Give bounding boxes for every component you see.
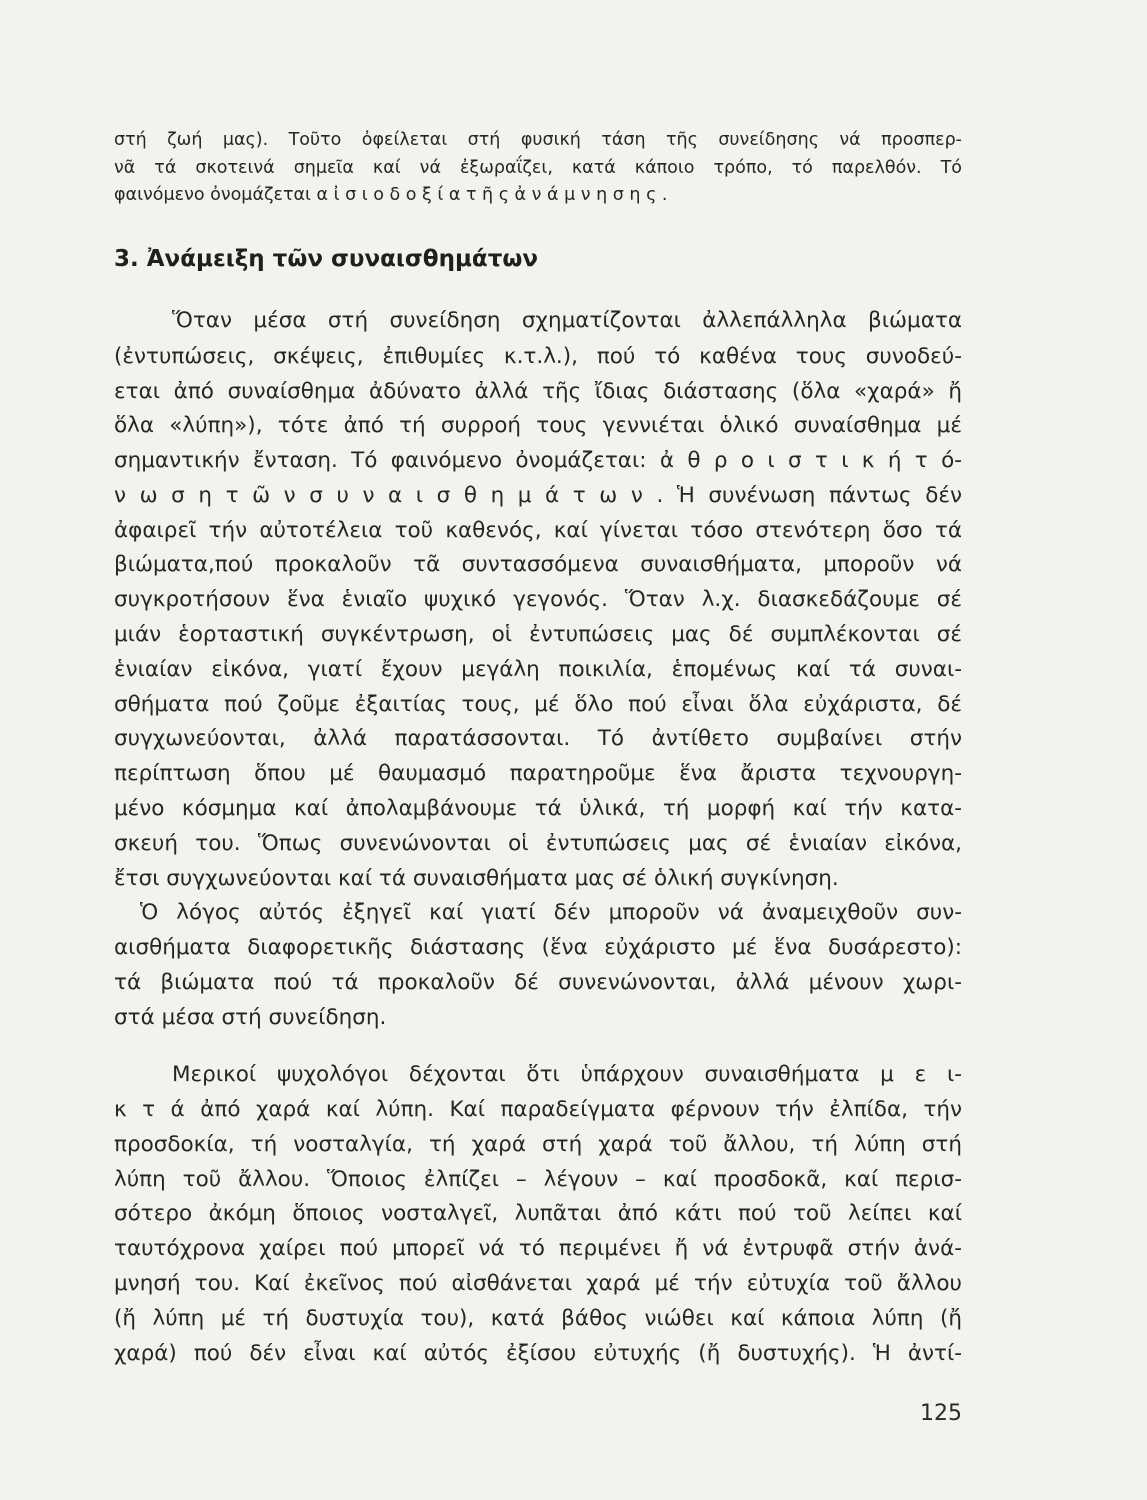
paragraph-line: προσδοκία, τή νοσταλγία, τή χαρά στή χαρά τοῦ ἄλλου, τή λύπη στή: [114, 1132, 962, 1157]
paragraph-line: (ἤ λύπη μέ τή δυστυχία του), κατά βάθος νιώθει καί κάποια λύπη (ἤ: [114, 1306, 962, 1331]
paragraph-line: βιώματα,πού προκαλοῦν τᾶ συντασσόμενα συναισθήματα, μποροῦν νά: [114, 552, 962, 577]
paragraph-line: ὅλα «λύπη»), τότε ἀπό τή συρροή τους γεννιέται ὁλικό συναίσθημα μέ: [114, 413, 962, 438]
intro-line: στή ζωή μας). Τοῦτο ὀφείλεται στή φυσική τάση τῆς συνείδησης νά προσπερ-: [114, 130, 962, 150]
paragraph-line: στά μέσα στή συνείδηση.: [114, 1005, 387, 1030]
paragraph-line: Μερικοί ψυχολόγοι δέχονται ὅτι ὑπάρχουν συναισθήματα μ ε ι-: [172, 1062, 962, 1087]
paragraph-line: σθήματα πού ζοῦμε ἐξαιτίας τους, μέ ὅλο πού εἶναι ὅλα εὐχάριστα, δέ: [114, 692, 962, 717]
paragraph-line: μνησή του. Καί ἐκεῖνος πού αἰσθάνεται χαρά μέ τήν εὐτυχία τοῦ ἄλλου: [114, 1271, 962, 1296]
paragraph-line: χαρά) πού δέν εἶναι καί αὐτός ἐξίσου εὐτυχής (ἤ δυστυχής). Ἡ ἀντί-: [114, 1341, 962, 1366]
paragraph-line: σότερο ἀκόμη ὅποιος νοσταλγεῖ, λυπᾶται ἀπό κάτι πού τοῦ λείπει καί: [114, 1201, 962, 1226]
paragraph-line: συγκροτήσουν ἕνα ἑνιαῖο ψυχικό γεγονός. Ὅταν λ.χ. διασκεδάζουμε σέ: [114, 587, 962, 612]
paragraph-line: (ἐντυπώσεις, σκέψεις, ἐπιθυμίες κ.τ.λ.), πού τό καθένα τους συνοδεύ-: [114, 344, 962, 369]
paragraph-line: τά βιώματα πού τά προκαλοῦν δέ συνενώνονται, ἀλλά μένουν χωρι-: [114, 970, 962, 995]
paragraph-line: μιάν ἑορταστική συγκέντρωση, οἱ ἐντυπώσεις μας δέ συμπλέκονται σέ: [114, 622, 962, 647]
paragraph-line: συγχωνεύονται, ἀλλά παρατάσσονται. Τό ἀντίθετο συμβαίνει στήν: [114, 726, 962, 751]
paragraph-line: Ὅταν μέσα στή συνείδηση σχηματίζονται ἀλλεπάλληλα βιώματα: [172, 308, 962, 333]
paragraph-line: σκευή του. Ὅπως συνενώνονται οἱ ἐντυπώσεις μας σέ ἑνιαίαν εἰκόνα,: [114, 831, 962, 856]
paragraph-line: μένο κόσμημα καί ἀπολαμβάνουμε τά ὑλικά, τή μορφή καί τήν κατα-: [114, 796, 962, 821]
intro-line: φαινόμενο ὀνομάζεται α ἰ σ ι ο δ ο ξ ί α τ ῆ ς ἀ ν ά μ ν η σ η ς .: [114, 185, 668, 205]
paragraph-line: κ τ ά ἀπό χαρά καί λύπη. Καί παραδείγματα φέρνουν τήν ἐλπίδα, τήν: [114, 1097, 962, 1122]
paragraph-line: Ὁ λόγος αὐτός ἐξηγεῖ καί γιατί δέν μποροῦν νά ἀναμειχθοῦν συν-: [140, 900, 962, 925]
paragraph-line: ν ω σ η τ ῶ ν σ υ ν α ι σ θ η μ ά τ ω ν . Ἡ συνένωση πάντως δέν: [114, 483, 962, 508]
intro-line: νᾶ τά σκοτεινά σημεῖα καί νά ἐξωραΐζει, κατά κάποιο τρόπο, τό παρελθόν. Τό: [114, 158, 962, 178]
paragraph-line: σημαντικήν ἔνταση. Τό φαινόμενο ὀνομάζεται: ἀ θ ρ ο ι σ τ ι κ ή τ ό-: [114, 448, 962, 473]
paragraph-line: ἑνιαίαν εἰκόνα, γιατί ἔχουν μεγάλη ποικιλία, ἑπομένως καί τά συναι-: [114, 657, 962, 682]
section-heading: 3. Ἀνάμειξη τῶν συναισθημάτων: [114, 246, 539, 272]
paragraph-line: ἔτσι συγχωνεύονται καί τά συναισθήματα μας σέ ὁλική συγκίνηση.: [114, 866, 839, 891]
paragraph-line: εται ἀπό συναίσθημα ἀδύνατο ἀλλά τῆς ἴδιας διάστασης (ὅλα «χαρά» ἤ: [114, 379, 962, 404]
paragraph-line: περίπτωση ὅπου μέ θαυμασμό παρατηροῦμε ἕνα ἄριστα τεχνουργη-: [114, 761, 962, 786]
paragraph-line: λύπη τοῦ ἄλλου. Ὅποιος ἐλπίζει – λέγουν – καί προσδοκᾶ, καί περισ-: [114, 1167, 962, 1192]
paragraph-line: αισθήματα διαφορετικῆς διάστασης (ἕνα εὐχάριστο μέ ἕνα δυσάρεστο):: [114, 935, 962, 960]
page-number: 125: [920, 1401, 962, 1426]
paragraph-line: ταυτόχρονα χαίρει πού μπορεῖ νά τό περιμένει ἤ νά ἐντρυφᾶ στήν ἀνά-: [114, 1236, 962, 1261]
paragraph-line: ἀφαιρεῖ τήν αὐτοτέλεια τοῦ καθενός, καί γίνεται τόσο στενότερη ὅσο τά: [114, 518, 962, 543]
